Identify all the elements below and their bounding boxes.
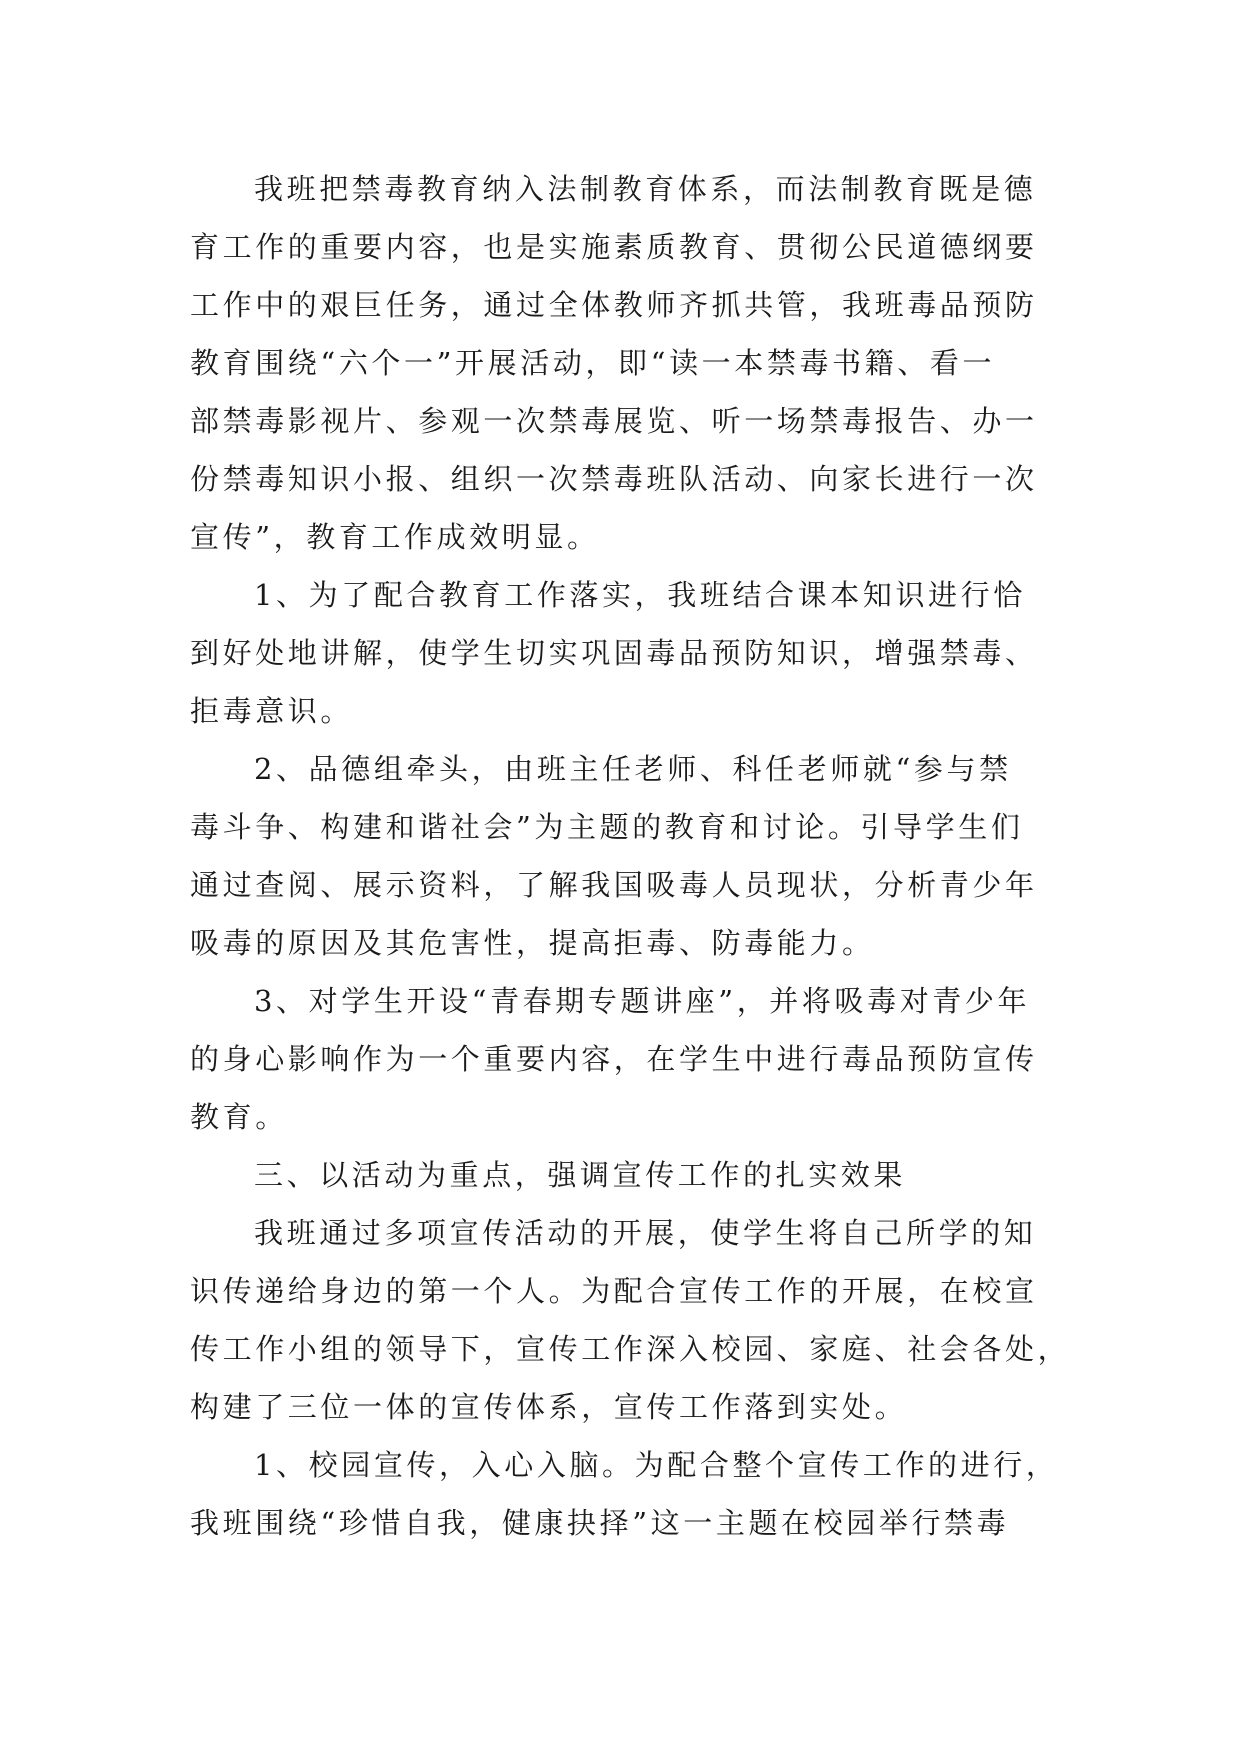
text-line-21: 传工作小组的领导下，宣传工作深入校园、家庭、社会各处， <box>190 1332 1071 1366</box>
text-line-3: 工作中的艰巨任务，通过全体教师齐抓共管，我班毒品预防 <box>190 288 1038 322</box>
text-line-7: 宣传”，教育工作成效明显。 <box>190 520 600 554</box>
section-heading: 三、以活动为重点，强调宣传工作的扎实效果 <box>254 1158 907 1192</box>
text-line-23: 1、校园宣传，入心入脑。为配合整个宣传工作的进行， <box>254 1448 1059 1482</box>
text-line-4: 教育围绕“六个一”开展活动，即“读一本禁毒书籍、看一 <box>190 346 996 380</box>
text-line-1: 我班把禁毒教育纳入法制教育体系，而法制教育既是德 <box>254 172 1037 206</box>
text-line-9: 到好处地讲解，使学生切实巩固毒品预防知识，增强禁毒、 <box>190 636 1038 670</box>
text-line-5: 部禁毒影视片、参观一次禁毒展览、听一场禁毒报告、办一 <box>190 404 1038 438</box>
text-line-17: 教育。 <box>190 1100 288 1134</box>
text-line-6: 份禁毒知识小报、组织一次禁毒班队活动、向家长进行一次 <box>190 462 1038 496</box>
text-line-15: 3、对学生开设“青春期专题讲座”，并将吸毒对青少年 <box>254 984 1031 1018</box>
document-body <box>190 160 1080 1552</box>
text-line-19: 我班通过多项宣传活动的开展，使学生将自己所学的知 <box>254 1216 1037 1250</box>
text-line-24: 我班围绕“珍惜自我，健康抉择”这一主题在校园举行禁毒 <box>190 1506 1010 1540</box>
text-line-22: 构建了三位一体的宣传体系，宣传工作落到实处。 <box>190 1390 908 1424</box>
text-line-8: 1、为了配合教育工作落实，我班结合课本知识进行恰 <box>254 578 1026 612</box>
text-line-20: 识传递给身边的第一个人。为配合宣传工作的开展，在校宣 <box>190 1274 1038 1308</box>
text-line-12: 毒斗争、构建和谐社会”为主题的教育和讨论。引导学生们 <box>190 810 1024 844</box>
text-line-13: 通过查阅、展示资料，了解我国吸毒人员现状，分析青少年 <box>190 868 1038 902</box>
text-line-14: 吸毒的原因及其危害性，提高拒毒、防毒能力。 <box>190 926 875 960</box>
text-line-2: 育工作的重要内容，也是实施素质教育、贯彻公民道德纲要 <box>190 230 1038 264</box>
text-line-11: 2、品德组牵头，由班主任老师、科任老师就“参与禁 <box>254 752 1012 786</box>
text-line-16: 的身心影响作为一个重要内容，在学生中进行毒品预防宣传 <box>190 1042 1038 1076</box>
text-line-10: 拒毒意识。 <box>190 694 354 728</box>
